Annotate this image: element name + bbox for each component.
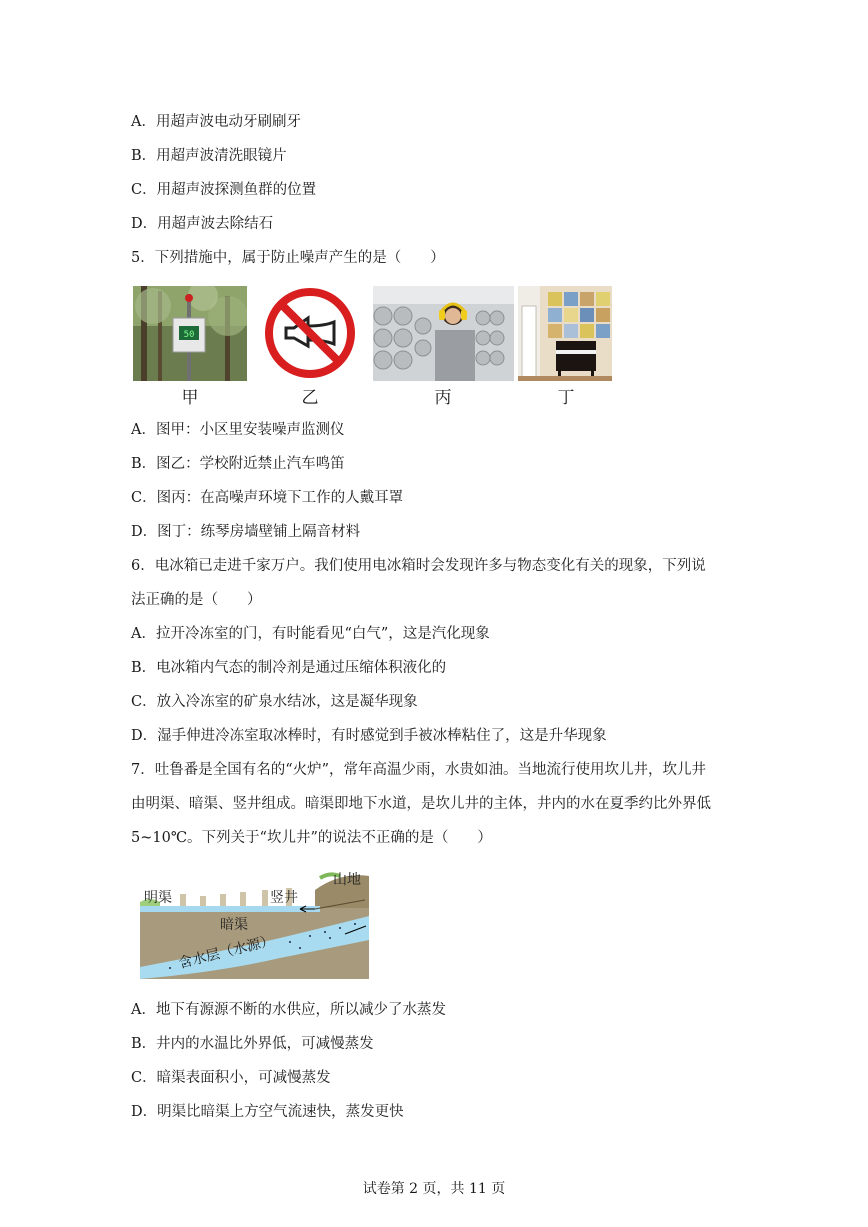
monitor-reading: 50 — [183, 330, 195, 340]
q6-option-c: C．放入冷冻室的矿泉水结冰，这是凝华现象 — [131, 694, 418, 710]
q7-stem-line3: 5~10℃。下列关于“坎儿井”的说法不正确的是（ ） — [131, 830, 492, 846]
q6-stem-line1: 6．电冰箱已走进千家万户。我们使用电冰箱时会发现许多与物态变化有关的现象，下列说 — [131, 558, 706, 574]
q7-option-a: A．地下有源源不断的水供应，所以减少了水蒸发 — [131, 1002, 446, 1018]
piano-room-photo — [518, 286, 612, 381]
q6-option-d: D．湿手伸进冷冻室取冰棒时，有时感觉到手被冰棒粘住了，这是升华现象 — [131, 728, 607, 744]
q7-stem-line2: 由明渠、暗渠、竖井组成。暗渠即地下水道，是坎儿井的主体，井内的水在夏季约比外界低 — [131, 796, 711, 812]
q4-option-d: D．用超声波去除结石 — [131, 216, 274, 232]
page-footer: 试卷第 2 页，共 11 页 — [362, 1181, 506, 1197]
q4-option-c: C．用超声波探测鱼群的位置 — [131, 182, 317, 198]
q7-option-b: B．井内的水温比外界低，可减慢蒸发 — [131, 1036, 374, 1052]
q5-option-a: A．图甲：小区里安装噪声监测仪 — [131, 422, 345, 438]
karez-diagram — [140, 872, 369, 979]
q5-option-b: B．图乙：学校附近禁止汽车鸣笛 — [131, 456, 345, 472]
q5-stem: 5．下列措施中，属于防止噪声产生的是（ ） — [131, 250, 445, 266]
q7-option-c: C．暗渠表面积小，可减慢蒸发 — [131, 1070, 331, 1086]
label-mountain: 山地 — [333, 872, 361, 888]
no-horn-sign — [264, 286, 356, 381]
label-open-channel: 明渠 — [144, 890, 172, 906]
figure-label-jia: 甲 — [181, 388, 199, 408]
q4-option-a: A．用超声波电动牙刷刷牙 — [131, 114, 301, 130]
factory-worker-photo — [373, 286, 514, 381]
q6-stem-line2: 法正确的是（ ） — [131, 592, 262, 608]
q4-option-b: B．用超声波清洗眼镜片 — [131, 148, 287, 164]
label-shaft: 竖井 — [270, 890, 298, 906]
q6-option-a: A．拉开冷冻室的门，有时能看见“白气”，这是汽化现象 — [131, 626, 490, 642]
figure-label-ding: 丁 — [557, 388, 575, 408]
q5-option-d: D．图丁：练琴房墙壁铺上隔音材料 — [131, 524, 361, 540]
q5-option-c: C．图丙：在高噪声环境下工作的人戴耳罩 — [131, 490, 404, 506]
figure-label-yi: 乙 — [301, 388, 319, 408]
figure-label-bing: 丙 — [434, 388, 452, 408]
q7-stem-line1: 7．吐鲁番是全国有名的“火炉”，常年高温少雨，水贵如油。当地流行使用坎儿井，坎儿井 — [131, 762, 707, 778]
label-hidden-channel: 暗渠 — [220, 917, 248, 933]
q7-option-d: D．明渠比暗渠上方空气流速快，蒸发更快 — [131, 1104, 404, 1120]
label-aquifer: 含水层（水源） — [177, 932, 277, 972]
q6-option-b: B．电冰箱内气态的制冷剂是通过压缩体积液化的 — [131, 660, 447, 676]
noise-monitor-photo — [133, 286, 247, 381]
